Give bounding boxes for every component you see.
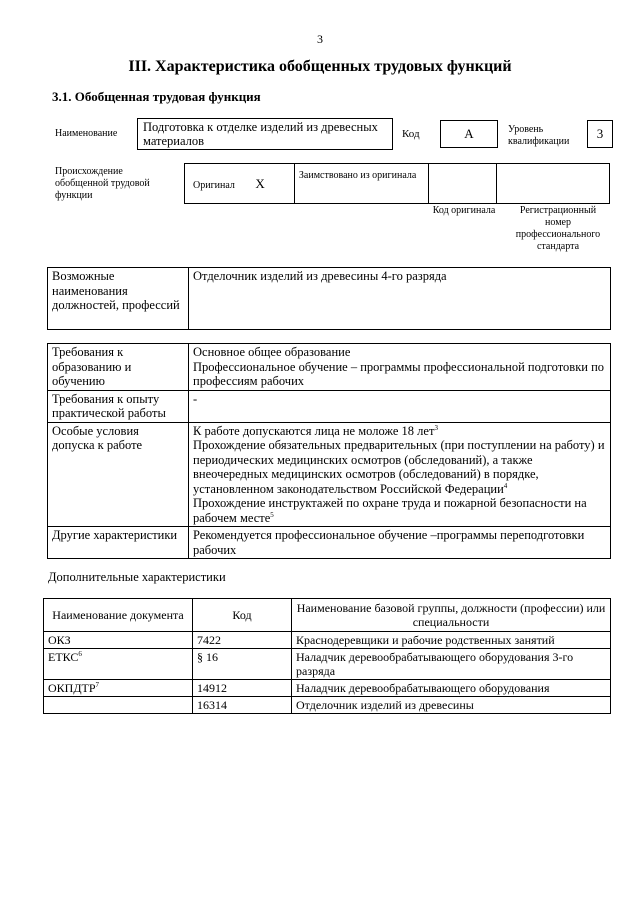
code-cell: 7422 <box>193 632 292 649</box>
column-header: Наименование документа <box>44 599 193 632</box>
requirements-table <box>47 343 611 559</box>
origin-code-cell <box>429 164 497 204</box>
req-row-other <box>48 527 611 559</box>
table-row <box>44 649 611 680</box>
req-line <box>193 438 606 496</box>
table-row <box>44 632 611 649</box>
original-mark: X <box>255 175 265 191</box>
req-row-education <box>48 344 611 391</box>
reg-number-caption: Регистрационный номер профессионального стандарта <box>515 205 601 252</box>
req-line <box>193 496 606 525</box>
code-cell: 16314 <box>193 697 292 714</box>
req-line: Рекомендуется профессиональное обучение –программы переподготовки рабочих <box>193 528 585 557</box>
section-title: III. Характеристика обобщенных трудовых функций <box>128 58 512 75</box>
code-label: Код <box>402 128 420 140</box>
column-header: Код <box>193 599 292 632</box>
name-label: Наименование <box>55 128 118 139</box>
req-label: Другие характеристики <box>48 527 189 559</box>
code-cell: 14912 <box>193 680 292 697</box>
original-label: Оригинал <box>193 179 235 191</box>
name-cell: Отделочник изделий из древесины <box>292 697 611 714</box>
positions-label: Возможные наименования должностей, профессий <box>48 268 189 330</box>
function-name-value: Подготовка к отделке изделий из древесных материалов <box>143 120 378 148</box>
page-number: 3 <box>317 32 323 46</box>
table-row <box>44 680 611 697</box>
name-cell: Краснодеревщики и рабочие родственных занятий <box>292 632 611 649</box>
req-row-experience <box>48 390 611 422</box>
positions-table <box>47 267 611 330</box>
code-cell: § 16 <box>193 649 292 680</box>
req-label: Требования к образованию и обучению <box>48 344 189 391</box>
code-original-caption: Код оригинала <box>432 205 496 216</box>
positions-value: Отделочник изделий из древесины 4-го разряда <box>189 268 611 330</box>
name-cell: Наладчик деревообрабатывающего оборудования <box>292 680 611 697</box>
doc-cell <box>44 649 193 680</box>
req-value <box>189 390 611 422</box>
subsection-title: 3.1. Обобщенная трудовая функция <box>52 89 261 104</box>
doc-cell <box>44 697 193 714</box>
doc-name: ЕТКС <box>48 650 79 664</box>
footnote-ref: 6 <box>78 650 82 658</box>
req-line <box>193 424 606 439</box>
req-text: Прохождение инструктажей по охране труда и пожарной безопасности на рабочем месте <box>193 496 587 525</box>
footnote-ref: 7 <box>95 681 100 689</box>
req-text: Прохождение обязательных предварительных (при поступлении на работу) и периодических медицинских осмотров (обследований), а также внеочередных медицинских осмотров (обследований) в порядке, установленном законодательством Российской Федерации <box>193 438 605 496</box>
footnote-ref: 3 <box>434 423 438 432</box>
origin-reg-cell <box>496 164 609 204</box>
req-text: К работе допускаются лица не моложе 18 лет <box>193 423 435 438</box>
req-line: - <box>193 391 198 406</box>
doc-cell <box>44 680 193 697</box>
table-row <box>44 697 611 714</box>
origin-label: Происхождение обобщенной трудовой функции <box>55 166 150 201</box>
req-label: Требования к опыту практической работы <box>48 390 189 422</box>
column-header: Наименование базовой группы, должности (профессии) или специальности <box>292 599 611 632</box>
borrowed-cell <box>294 164 428 204</box>
additional-table <box>43 598 611 714</box>
req-line: Профессиональное обучение – программы профессиональной подготовки по профессиям рабочих <box>193 359 605 388</box>
req-value <box>189 422 611 527</box>
code-value: A <box>464 126 474 141</box>
origin-table <box>184 163 610 204</box>
borrowed-label: Заимствовано из оригинала <box>298 170 417 181</box>
name-cell: Наладчик деревообрабатывающего оборудования 3-го разряда <box>292 649 611 680</box>
origin-original-cell <box>185 164 295 204</box>
req-row-admission <box>48 422 611 527</box>
level-value: 3 <box>596 126 604 141</box>
req-line: Основное общее образование <box>193 345 351 359</box>
req-value <box>189 344 611 391</box>
footnote-ref: 5 <box>270 510 274 519</box>
doc-name: ОКПДТР <box>48 681 96 695</box>
level-label: Уровень квалификации <box>508 124 570 147</box>
footnote-ref: 4 <box>503 481 508 490</box>
code-box <box>440 120 498 148</box>
doc-cell <box>44 632 193 649</box>
doc-name: ОКЗ <box>48 633 71 647</box>
req-label: Особые условия допуска к работе <box>48 422 189 527</box>
additional-title: Дополнительные характеристики <box>48 570 226 584</box>
additional-header-row <box>44 599 611 632</box>
function-name-box <box>137 118 393 150</box>
level-box <box>587 120 613 148</box>
req-value <box>189 527 611 559</box>
